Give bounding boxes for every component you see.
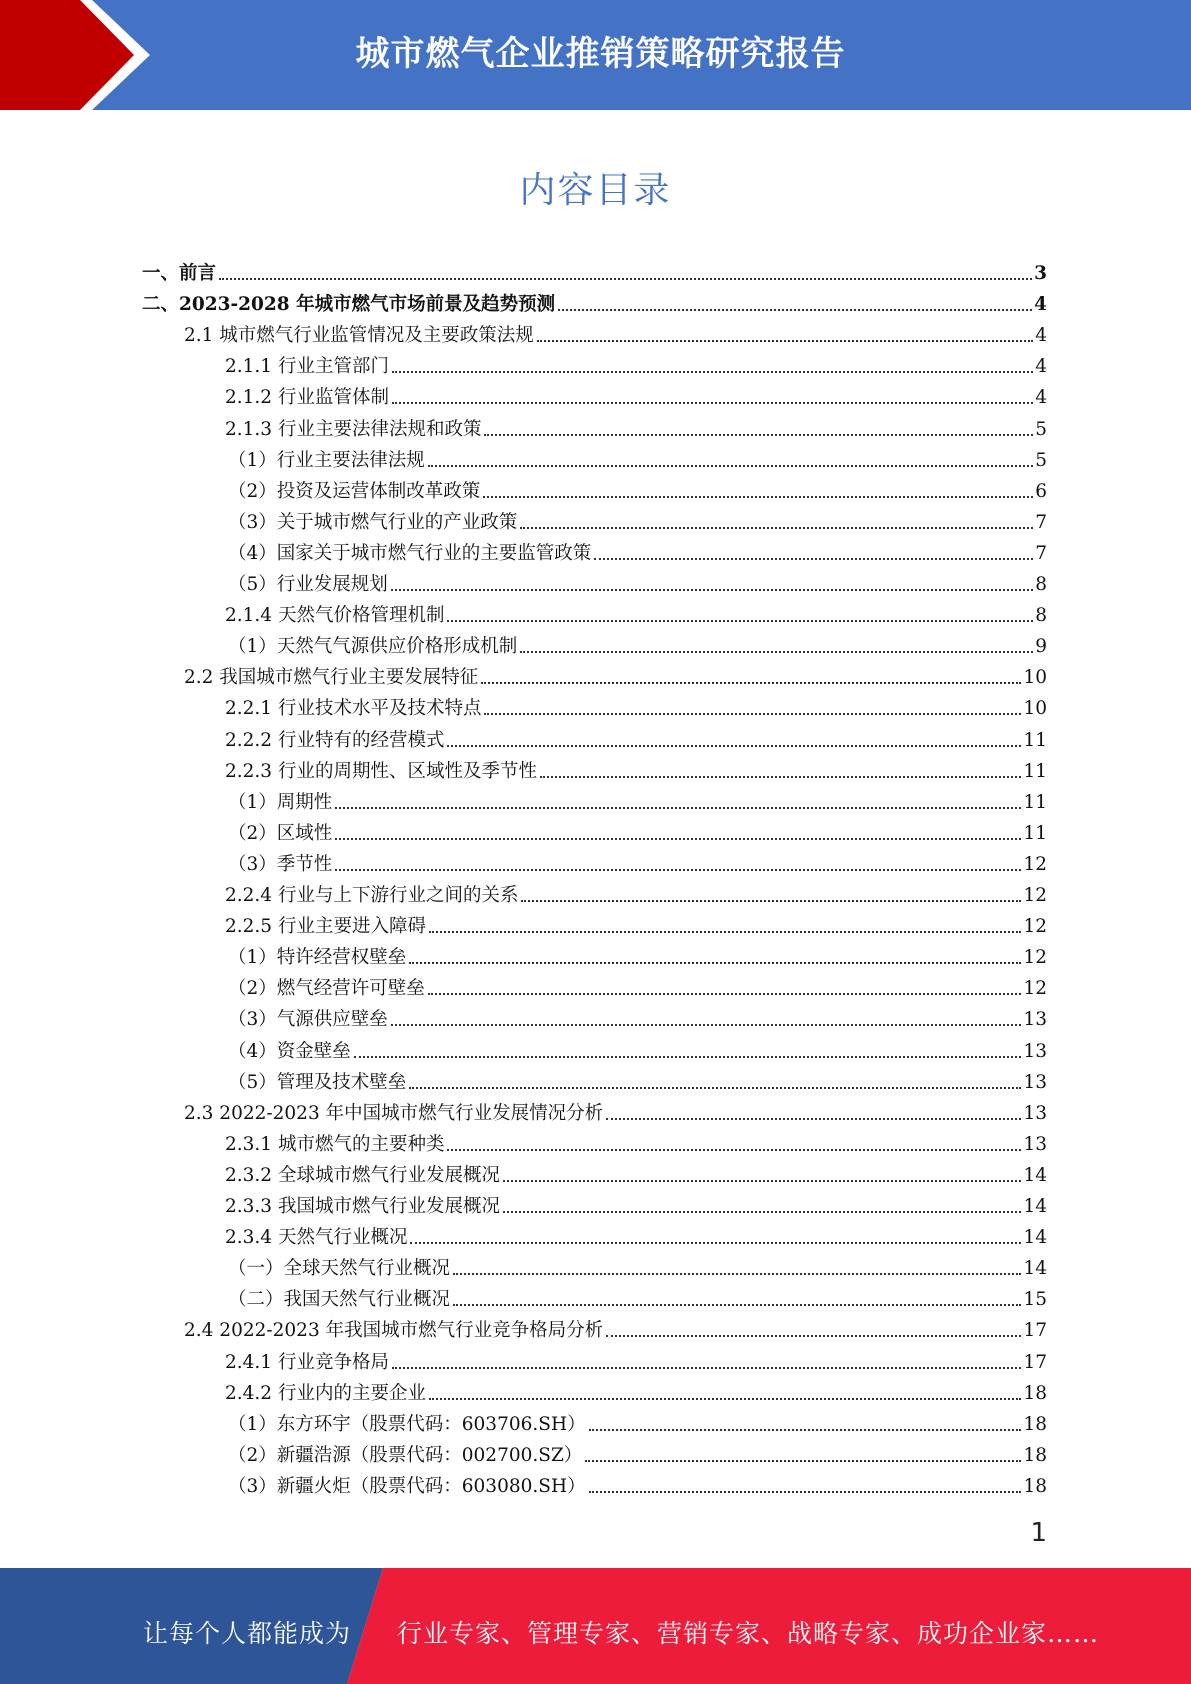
toc-entry-page: 9 (1035, 636, 1047, 658)
toc-entry-title: 2.2.1 行业技术水平及技术特点 (225, 698, 482, 720)
toc-dot-leader (428, 465, 1033, 467)
toc-entry-page: 18 (1023, 1444, 1047, 1466)
toc-entry-title: （5）行业发展规划 (228, 574, 388, 595)
toc-entry-page: 10 (1023, 667, 1047, 689)
toc-entry-page: 15 (1023, 1289, 1047, 1311)
toc-entry-title: 2.2.2 行业特有的经营模式 (225, 729, 445, 751)
toc-dot-leader (537, 340, 1033, 342)
toc-dot-leader (392, 402, 1033, 404)
toc-dot-leader (483, 496, 1033, 498)
toc-dot-leader (558, 309, 1032, 311)
toc-entry-title: （2）投资及运营体制改革政策 (228, 480, 481, 502)
toc-entry[interactable] (228, 1032, 1047, 1063)
toc-dot-leader (585, 1460, 1021, 1462)
toc-entry[interactable] (225, 347, 1047, 378)
toc-dot-leader (391, 589, 1033, 591)
toc-entry-title: （2）区域性 (228, 822, 333, 844)
toc-entry[interactable] (225, 1187, 1047, 1218)
toc-entry-page: 14 (1023, 1164, 1047, 1186)
toc-entry[interactable] (228, 441, 1047, 472)
toc-entry-title: 2.3.3 我国城市燃气行业发展概况 (225, 1196, 500, 1217)
toc-entry-title: 2.2.3 行业的周期性、区域性及季节性 (225, 760, 537, 782)
toc-entry-title: 2.1.4 天然气价格管理机制 (225, 605, 445, 627)
toc-entry[interactable] (228, 472, 1047, 503)
toc-entry[interactable] (184, 1311, 1047, 1342)
toc-dot-leader (520, 527, 1033, 529)
toc-dot-leader (540, 776, 1021, 778)
toc-entry[interactable] (228, 814, 1047, 845)
toc-entry[interactable] (228, 503, 1047, 534)
toc-entry-page: 4 (1035, 325, 1047, 347)
toc-entry-page: 13 (1023, 1071, 1047, 1093)
toc-dot-leader (447, 1149, 1021, 1151)
toc-dot-leader (335, 807, 1021, 809)
toc-entry-title: （一）全球天然气行业概况 (228, 1258, 451, 1280)
toc-entry-title: （3）新疆火炬（股票代码：603080.SH） (228, 1475, 586, 1497)
toc-entry[interactable] (228, 1063, 1047, 1094)
toc-entry-page: 5 (1035, 449, 1047, 471)
toc-entry-page: 3 (1034, 263, 1047, 284)
toc-entry-title: 2.3.1 城市燃气的主要种类 (225, 1133, 445, 1155)
toc-dot-leader (484, 713, 1021, 715)
toc-entry-title: （1）东方环宇（股票代码：603706.SH） (228, 1413, 586, 1435)
toc-entry[interactable] (228, 1436, 1047, 1467)
toc-dot-leader (429, 1398, 1021, 1400)
toc-entry-page: 13 (1023, 1133, 1047, 1155)
toc-entry[interactable] (225, 1374, 1047, 1405)
toc-entry-page: 11 (1023, 729, 1047, 751)
toc-dot-leader (409, 962, 1021, 964)
toc-dot-leader (410, 1242, 1021, 1244)
toc-entry[interactable] (184, 316, 1047, 347)
toc-entry-title: 二、2023-2028 年城市燃气市场前景及趋势预测 (142, 294, 556, 316)
toc-dot-leader (589, 1429, 1022, 1431)
report-header (0, 0, 1191, 110)
toc-dot-leader (391, 1024, 1022, 1026)
toc-entry[interactable] (228, 1405, 1047, 1436)
toc-dot-leader (503, 1211, 1021, 1213)
toc-entry-page: 4 (1035, 387, 1047, 409)
toc-dot-leader (606, 1335, 1021, 1337)
toc-entry-page: 7 (1035, 511, 1047, 533)
toc-dot-leader (589, 1491, 1022, 1493)
toc-dot-leader (594, 558, 1033, 560)
toc-dot-leader (447, 745, 1021, 747)
toc-entry-page: 14 (1023, 1227, 1047, 1249)
toc-dot-leader (503, 1180, 1021, 1182)
toc-dot-leader (520, 651, 1033, 653)
toc-entry-title: （2）新疆浩源（股票代码：002700.SZ） (228, 1444, 583, 1466)
toc-entry[interactable] (184, 1094, 1047, 1125)
toc-entry[interactable] (228, 534, 1047, 565)
toc-entry-page: 13 (1023, 1040, 1047, 1062)
toc-entry-page: 6 (1035, 480, 1047, 502)
toc-entry-title: 2.1 城市燃气行业监管情况及主要政策法规 (184, 325, 534, 347)
toc-entry-page: 8 (1035, 605, 1047, 627)
toc-entry[interactable] (225, 1125, 1047, 1156)
toc-entry[interactable] (228, 1467, 1047, 1498)
footer-slogan-right: 行业专家、管理专家、营销专家、战略专家、成功企业家…… (397, 1619, 1100, 1648)
toc-entry[interactable] (228, 783, 1047, 814)
report-title: 城市燃气企业推销策略研究报告 (355, 34, 846, 74)
toc-entry[interactable] (228, 845, 1047, 876)
toc-entry-title: （4）资金壁垒 (228, 1040, 351, 1062)
toc-entry-title: （3）气源供应壁垒 (228, 1009, 388, 1031)
toc-entry-title: 2.3 2022-2023 年中国城市燃气行业发展情况分析 (184, 1102, 604, 1124)
toc-entry[interactable] (228, 627, 1047, 658)
toc-dot-leader (447, 620, 1033, 622)
toc-entry-page: 14 (1023, 1258, 1047, 1280)
toc-entry-page: 18 (1023, 1382, 1047, 1404)
toc-entry-page: 14 (1023, 1196, 1047, 1217)
toc-entry-page: 17 (1023, 1351, 1047, 1373)
toc-dot-leader (392, 371, 1033, 373)
toc-entry-title: 2.2 我国城市燃气行业主要发展特征 (184, 667, 479, 689)
toc-dot-leader (484, 434, 1033, 436)
toc-entry-page: 17 (1023, 1320, 1047, 1342)
toc-entry[interactable] (184, 658, 1047, 689)
toc-entry-title: （1）特许经营权壁垒 (228, 947, 407, 969)
toc-dot-leader (354, 1056, 1022, 1058)
toc-entry[interactable] (225, 596, 1047, 627)
toc-entry-page: 11 (1023, 791, 1047, 813)
toc-entry[interactable] (225, 752, 1047, 783)
toc-dot-leader (481, 682, 1021, 684)
toc-entry-page: 12 (1023, 853, 1047, 875)
toc-dot-leader (392, 1367, 1021, 1369)
toc-entry-title: （二）我国天然气行业概况 (228, 1289, 451, 1311)
toc-entry-page: 4 (1035, 356, 1047, 378)
toc-entry[interactable] (225, 907, 1047, 938)
toc-dot-leader (428, 993, 1022, 995)
toc-entry-page: 18 (1023, 1413, 1047, 1435)
toc-entry-title: 2.1.2 行业监管体制 (225, 387, 389, 409)
toc-entry-page: 5 (1035, 418, 1047, 440)
toc-entry[interactable] (225, 378, 1047, 409)
toc-entry-title: 2.2.4 行业与上下游行业之间的关系 (225, 885, 519, 906)
toc-entry-title: 2.4.2 行业内的主要企业 (225, 1382, 426, 1404)
toc-entry[interactable] (225, 1343, 1047, 1374)
toc-dot-leader (335, 838, 1021, 840)
toc-entry-title: （1）行业主要法律法规 (228, 449, 425, 471)
toc-entry[interactable] (228, 565, 1047, 596)
toc-entry-page: 12 (1023, 885, 1047, 906)
toc-dot-leader (453, 1304, 1021, 1306)
toc-dot-leader (335, 869, 1021, 871)
toc-entry-page: 11 (1023, 822, 1047, 844)
toc-dot-leader (606, 1118, 1021, 1120)
toc-entry[interactable] (228, 969, 1047, 1000)
toc-entry-title: （4）国家关于城市燃气行业的主要监管政策 (228, 542, 592, 564)
toc-entry[interactable] (142, 285, 1047, 316)
toc-dot-leader (219, 278, 1032, 280)
toc-entry-page: 10 (1023, 698, 1047, 720)
toc-dot-leader (521, 900, 1021, 902)
toc-entry-page: 12 (1023, 978, 1047, 1000)
toc-entry[interactable] (225, 721, 1047, 752)
toc-entry[interactable] (228, 1249, 1047, 1280)
toc-entry-page: 11 (1023, 760, 1047, 782)
toc-entry-page: 8 (1035, 574, 1047, 595)
toc-entry[interactable] (142, 254, 1047, 285)
toc-entry-title: 2.3.4 天然气行业概况 (225, 1227, 408, 1249)
toc-entry-page: 13 (1023, 1102, 1047, 1124)
toc-entry-title: 2.2.5 行业主要进入障碍 (225, 916, 426, 938)
toc-entry-title: （3）关于城市燃气行业的产业政策 (228, 511, 518, 533)
toc-entry[interactable] (225, 1218, 1047, 1249)
toc-entry-title: （3）季节性 (228, 853, 333, 875)
toc-entry-page: 13 (1023, 1009, 1047, 1031)
toc-entry-page: 4 (1034, 294, 1047, 316)
toc-entry-page: 18 (1023, 1475, 1047, 1497)
page-number: 1 (1030, 1518, 1047, 1548)
toc-entry-title: 2.4 2022-2023 年我国城市燃气行业竞争格局分析 (184, 1320, 604, 1342)
toc-entry-title: 一、前言 (142, 263, 217, 284)
toc-entry-title: 2.1.1 行业主管部门 (225, 356, 389, 378)
toc-entry-page: 12 (1023, 947, 1047, 969)
toc-entry-title: 2.1.3 行业主要法律法规和政策 (225, 418, 482, 440)
toc-entry-title: 2.3.2 全球城市燃气行业发展概况 (225, 1164, 500, 1186)
toc-dot-leader (453, 1273, 1021, 1275)
toc-dot-leader (409, 1087, 1021, 1089)
toc-entry[interactable] (225, 689, 1047, 720)
toc-dot-leader (429, 931, 1021, 933)
toc-entry[interactable] (225, 876, 1047, 907)
toc-entry-title: （5）管理及技术壁垒 (228, 1071, 407, 1093)
toc-entry-title: （1）周期性 (228, 791, 333, 813)
toc-entry-title: 2.4.1 行业竞争格局 (225, 1351, 389, 1373)
toc-entry[interactable] (225, 410, 1047, 441)
toc-entry[interactable] (228, 1000, 1047, 1031)
toc-entry[interactable] (228, 938, 1047, 969)
footer-slogan-left: 让每个人都能成为 (143, 1619, 352, 1648)
toc-entry[interactable] (228, 1280, 1047, 1311)
toc-entry-page: 12 (1023, 916, 1047, 938)
toc-entry-page: 7 (1035, 542, 1047, 564)
toc-entry-title: （1）天然气气源供应价格形成机制 (228, 636, 518, 658)
toc-heading: 内容目录 (519, 170, 672, 211)
toc-entry[interactable] (225, 1156, 1047, 1187)
toc-entry-title: （2）燃气经营许可壁垒 (228, 978, 425, 1000)
